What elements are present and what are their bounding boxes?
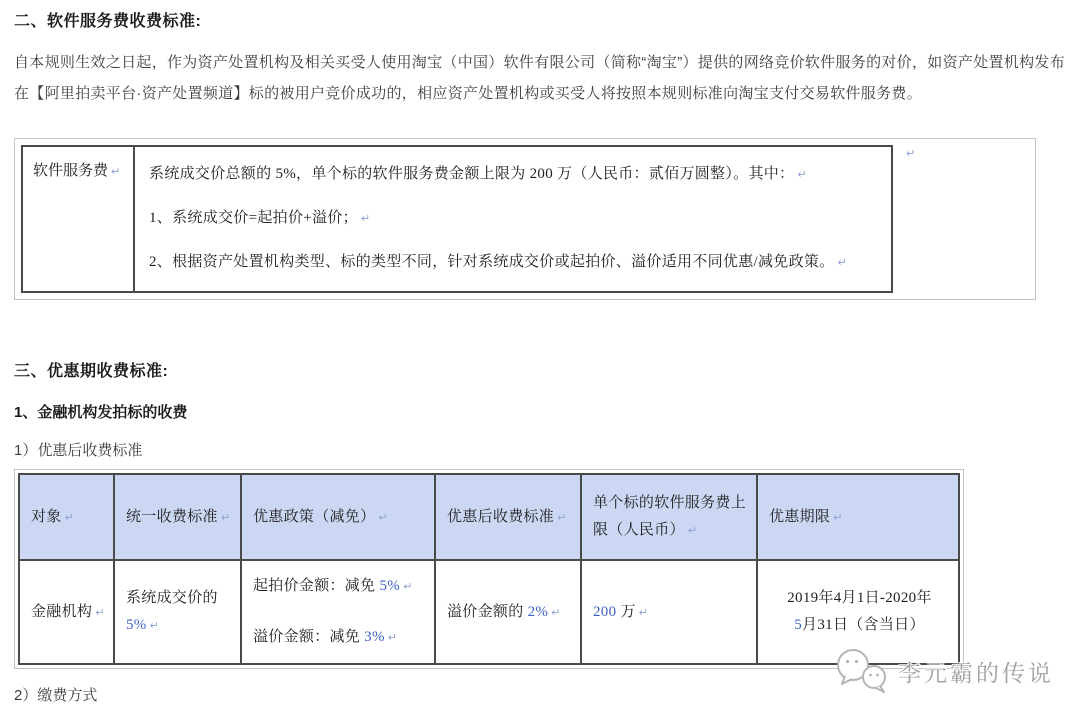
- table-row: [22, 146, 892, 292]
- return-mark: ↵: [833, 510, 843, 524]
- return-mark: ↵: [638, 605, 649, 619]
- return-mark: ↵: [551, 605, 561, 619]
- return-mark: ↵: [837, 256, 848, 269]
- return-mark: ↵: [149, 619, 160, 632]
- return-mark: ↵: [387, 631, 398, 644]
- section3-sub1-heading: 1、金融机构发拍标的收费: [14, 404, 188, 421]
- header-period: 优惠期限 ↵: [757, 474, 959, 560]
- policy2-percent: 3%: [364, 629, 385, 645]
- cell-cap: 200 万 ↵: [581, 560, 757, 664]
- watermark: [832, 646, 1054, 696]
- section3-sub1-1-label: 1）优惠后收费标准: [14, 442, 143, 459]
- table-data-row: [19, 560, 959, 664]
- period-month-number: 5: [794, 617, 803, 633]
- cell-uniform-standard: 系统成交价的 5% ↵: [114, 560, 241, 664]
- period-line-2: 月31日（含当日）: [802, 617, 925, 633]
- period-line-1: 2019年4月1日-2020年: [787, 590, 932, 606]
- return-mark: ↵: [360, 212, 371, 225]
- return-mark: ↵: [111, 165, 121, 178]
- cell-target: 金融机构 ↵: [19, 560, 114, 664]
- policy-line-2: 溢价金额：减免 3% ↵: [253, 629, 398, 645]
- wechat-bubbles-icon: [832, 646, 894, 696]
- return-mark: ↵: [797, 168, 807, 181]
- after-percent: 2%: [527, 603, 549, 620]
- intro-paragraph: 自本规则生效之日起，作为资产处置机构及相关买受人使用淘宝（中国）软件有限公司（简称“淘宝”）提供的网络竞价软件服务的对价，如资产处置机构发布在【阿里拍卖平台·资产处置频道】标的被用户竞价成功的，相应资产处置机构或买受人将按照本规则标准向淘宝支付交易软件服务费。: [14, 54, 1065, 102]
- uniform-percent: 5%: [126, 617, 147, 633]
- policy-line-1: 起拍价金额：减免 5% ↵: [253, 578, 413, 594]
- header-after-discount: 优惠后收费标准 ↵: [435, 474, 581, 560]
- fee-label: 软件服务费: [33, 163, 109, 179]
- software-fee-table-outer-box: [14, 138, 1036, 300]
- fee-line-2: 1、系统成交价=起拍价+溢价； ↵: [149, 210, 371, 226]
- return-mark: ↵: [687, 524, 698, 537]
- policy1-percent: 5%: [379, 578, 401, 594]
- watermark-text: 李元霸的传说: [898, 659, 1054, 686]
- header-target: 对象 ↵: [19, 474, 114, 560]
- paragraph-return-mark: ↵: [906, 147, 916, 160]
- header-discount-policy: 优惠政策（减免） ↵: [241, 474, 435, 560]
- fee-line-3: 2、根据资产处置机构类型、标的类型不同，针对系统成交价或起拍价、溢价适用不同优惠/减免政策。 ↵: [149, 254, 848, 270]
- discount-table-outer-box: [14, 469, 964, 669]
- cap-number: 200: [593, 603, 617, 620]
- table-header-row: [19, 474, 959, 560]
- fee-label-cell: [22, 146, 134, 292]
- header-cap: 单个标的软件服务费上限（人民币） ↵: [581, 474, 757, 560]
- section3-sub1-2-label: 2）缴费方式: [14, 687, 98, 704]
- fee-line-1: 系统成交价总额的 5%，单个标的软件服务费金额上限为 200 万（人民币：贰佰万圆整）。其中： ↵: [149, 166, 807, 182]
- return-mark: ↵: [64, 510, 75, 524]
- cell-discount-policy: [241, 560, 435, 664]
- return-mark: ↵: [557, 510, 567, 524]
- discount-table: [18, 473, 960, 665]
- section2-heading: 二、软件服务费收费标准:: [14, 13, 202, 30]
- header-uniform-standard: 统一收费标准 ↵: [114, 474, 241, 560]
- return-mark: ↵: [378, 510, 388, 524]
- return-mark: ↵: [220, 510, 231, 524]
- section3-heading: 三、优惠期收费标准:: [14, 363, 169, 380]
- software-fee-table: [21, 145, 893, 293]
- fee-content-cell: [134, 146, 892, 292]
- return-mark: ↵: [403, 580, 413, 593]
- cell-after-discount: 溢价金额的 2% ↵: [435, 560, 581, 664]
- return-mark: ↵: [95, 605, 105, 619]
